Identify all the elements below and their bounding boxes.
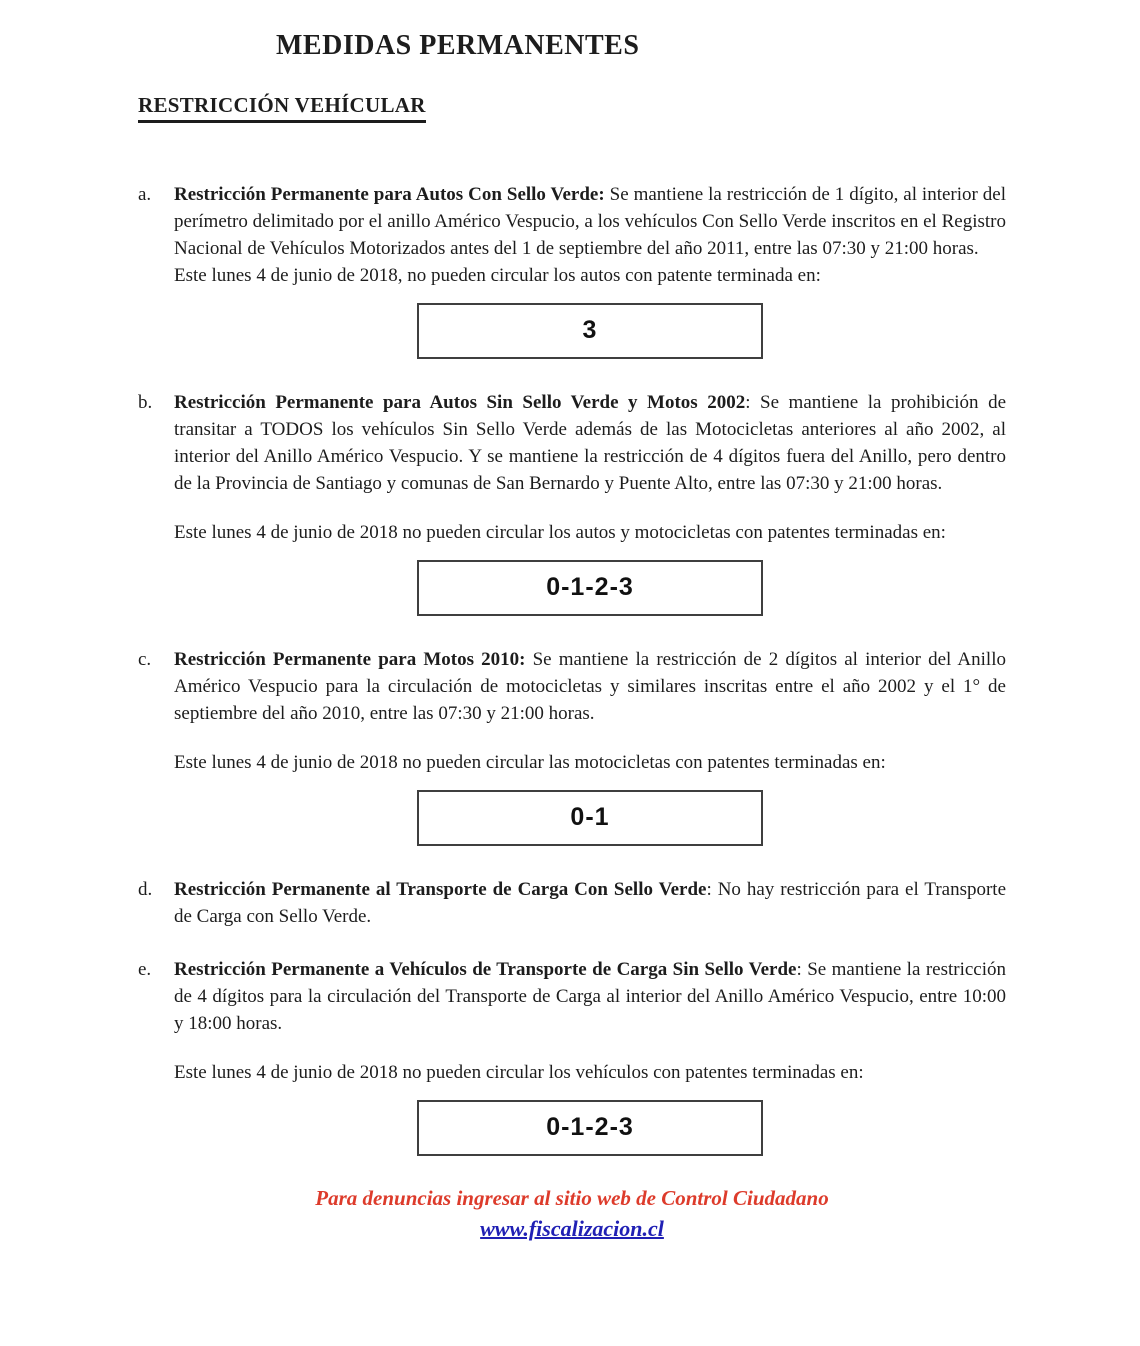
restriction-item-a xyxy=(138,181,1006,363)
item-bold-lead: Restricción Permanente al Transporte de Carga Con Sello Verde xyxy=(174,878,707,900)
restriction-item-d xyxy=(138,876,1006,930)
item-paragraph xyxy=(174,646,1006,727)
plate-box xyxy=(417,560,763,616)
restriction-item-e xyxy=(138,956,1006,1160)
item-bold-lead: Restricción Permanente para Autos Con Sello Verde: xyxy=(174,183,605,205)
item-paragraph xyxy=(174,389,1006,497)
plate-digits: 0-1-2-3 xyxy=(546,573,634,602)
item-letter: e. xyxy=(138,958,152,980)
item-bold-lead: Restricción Permanente para Motos 2010: xyxy=(174,648,526,670)
item-content xyxy=(174,181,1006,363)
item-letter: b. xyxy=(138,391,153,413)
section-heading: RESTRICCIÓN VEHÍCULAR xyxy=(138,93,426,123)
item-note: Este lunes 4 de junio de 2018 no pueden circular los vehículos con patentes terminadas en: xyxy=(174,1061,864,1083)
plate-box xyxy=(417,790,763,846)
item-body-text: : Se mantiene la prohibición de transitar a TODOS los vehículos Sin Sello Verde además de las Motocicletas anteriores al año 2002, al interior del Anillo Américo Vespucio. Y se mantiene la restricción de 4 dígitos fuera del Anillo, pero dentro de la Provincia de Santiago y comunas de San Bernardo y Puente Alto, entre las 07:30 y 21:00 horas. xyxy=(174,391,1007,494)
item-note: Este lunes 4 de junio de 2018 no pueden circular los autos y motocicletas con patentes terminadas en: xyxy=(174,521,946,543)
page-title: MEDIDAS PERMANENTES xyxy=(276,30,640,61)
restriction-item-c xyxy=(138,646,1006,850)
plate-box xyxy=(417,1100,763,1156)
item-content xyxy=(174,646,1006,850)
item-body-text: : No hay restricción para el Transporte de Carga con Sello Verde. xyxy=(174,878,1007,927)
fiscalizacion-link[interactable]: www.fiscalizacion.cl xyxy=(480,1215,664,1241)
section-heading-row xyxy=(138,76,1006,141)
restriction-item-b xyxy=(138,389,1006,620)
plate-box xyxy=(417,303,763,359)
item-note: Este lunes 4 de junio de 2018 no pueden circular las motocicletas con patentes terminadas en: xyxy=(174,751,886,773)
plate-digits: 0-1 xyxy=(570,803,610,832)
item-bold-lead: Restricción Permanente a Vehículos de Transporte de Carga Sin Sello Verde xyxy=(174,958,797,980)
item-letter: c. xyxy=(138,648,152,670)
item-body-text: Se mantiene la restricción de 2 dígitos al interior del Anillo Américo Vespucio para la circulación de motocicletas y similares inscritas entre el año 2002 y el 1° de septiembre del año 2010, entre las 07:30 y 21:00 horas. xyxy=(174,648,1006,724)
plate-digits: 3 xyxy=(582,316,598,345)
item-body-text: : Se mantiene la restricción de 4 dígitos para la circulación del Transporte de Carga al interior del Anillo Américo Vespucio, entre 10:00 y 18:00 horas. xyxy=(174,958,1007,1034)
item-bold-lead: Restricción Permanente para Autos Sin Sello Verde y Motos 2002 xyxy=(174,391,746,413)
footer xyxy=(138,1186,1006,1242)
item-paragraph xyxy=(174,956,1006,1037)
item-letter: a. xyxy=(138,183,152,205)
item-content xyxy=(174,389,1006,620)
item-content xyxy=(174,876,1006,930)
item-letter: d. xyxy=(138,878,153,900)
complaints-notice: Para denuncias ingresar al sitio web de Control Ciudadano xyxy=(315,1185,829,1210)
item-note: Este lunes 4 de junio de 2018, no pueden circular los autos con patente terminada en: xyxy=(174,264,821,286)
item-content xyxy=(174,956,1006,1160)
item-body-text: Se mantiene la restricción de 1 dígito, al interior del perímetro delimitado por el anillo Américo Vespucio, a los vehículos Con Sello Verde inscritos en el Registro Nacional de Vehículos Motorizados antes del 1 de septiembre del año 2011, entre las 07:30 y 21:00 horas. xyxy=(174,183,1006,259)
item-paragraph xyxy=(174,876,1006,930)
plate-digits: 0-1-2-3 xyxy=(546,1113,634,1142)
item-paragraph xyxy=(174,181,1006,262)
